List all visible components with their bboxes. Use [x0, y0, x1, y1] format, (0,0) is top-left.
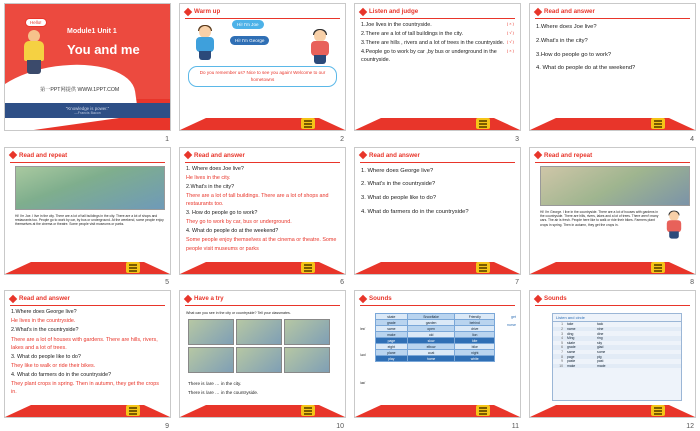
slide-footer [5, 262, 170, 274]
word-a[interactable]: make [567, 363, 576, 368]
diamond-icon [534, 294, 542, 302]
photo-collage [188, 319, 330, 373]
city-photo [15, 166, 165, 210]
ipa-label-2: /əʊ/ [360, 353, 367, 358]
slide-cell-3[interactable] [350, 0, 525, 144]
diamond-icon [184, 7, 192, 15]
slide2-header [180, 4, 345, 17]
photo-thumb [284, 347, 330, 373]
answer-1: He lives in the city. [186, 174, 231, 181]
slide4-heading: Read and answer [544, 8, 595, 15]
question-2: 2.What's in the countryside? [11, 327, 79, 334]
word-b[interactable]: tack [597, 322, 604, 327]
quote-text: "Knowledge is power." [65, 106, 110, 111]
listen-mark-4: ( × ) [506, 48, 514, 54]
answer-4: Some people enjoy themselves at the cinema or theatre. Some people visit museums or parks [186, 237, 337, 252]
cell: garden [407, 320, 455, 326]
cell: coat [407, 350, 455, 356]
slide12-heading: Sounds [544, 295, 567, 303]
slide3-heading: Listen and judge [369, 8, 419, 15]
slide-cell-2[interactable] [175, 0, 350, 144]
slide6-heading: Read and answer [194, 151, 245, 159]
ipa-label-1: /eɪ/ [360, 327, 366, 332]
quote-bar [5, 103, 170, 118]
listen-item-3: 3.There are hills , rivers and a lot of trees in the countryside. [361, 40, 505, 47]
word-a[interactable]: page [567, 354, 575, 359]
sounds-table [375, 313, 495, 362]
divider [10, 162, 165, 163]
slide-11-sounds[interactable] [354, 290, 521, 418]
cell: behind [455, 320, 495, 326]
word-b[interactable]: glad [597, 345, 604, 350]
answer-3: They go to work by car, bus or underground. [186, 219, 292, 226]
slide-2-warmup[interactable] [179, 3, 346, 131]
word-a[interactable]: grade [567, 345, 576, 350]
slide-7-read-answer[interactable] [354, 147, 521, 275]
page-number: 10 [336, 422, 344, 430]
slide-footer [530, 118, 695, 130]
answer-3: They like to walk or ride their bikes. [11, 362, 96, 369]
row-index: 7 [561, 350, 563, 355]
row-index: 1 [561, 322, 563, 327]
slide-footer [180, 118, 345, 130]
page-number: 1 [165, 135, 169, 143]
word-b[interactable]: pig [597, 354, 602, 359]
slide11-header [355, 291, 520, 304]
slide11-heading: Sounds [369, 295, 392, 303]
word-a[interactable]: Ming [567, 336, 575, 341]
page-number: 5 [165, 279, 169, 287]
slide9-qa [5, 306, 170, 399]
george-character [665, 211, 683, 238]
cell: Friendly [455, 314, 495, 320]
listen-item-2: 2.There are a lot of tall buildings in the city. [361, 31, 464, 38]
slide4-questions [530, 19, 695, 78]
slide-cell-1[interactable] [0, 0, 175, 144]
logo-badge [301, 118, 315, 129]
slide-cell-4[interactable] [525, 0, 700, 144]
word-a[interactable]: skate [567, 340, 576, 345]
word-b[interactable]: nine [597, 327, 604, 332]
slide-cell-8[interactable] [525, 144, 700, 288]
word-b[interactable]: dine [597, 331, 604, 336]
diamond-icon [359, 151, 367, 159]
slide-footer [355, 405, 520, 417]
cell: Snowflake [407, 314, 455, 320]
word-a[interactable]: name [567, 327, 576, 332]
diamond-icon [534, 151, 542, 159]
slide-12-sounds[interactable] [529, 290, 696, 418]
slide-8-read-repeat[interactable] [529, 147, 696, 275]
slide8-header [530, 148, 695, 161]
answer-1: He lives in the countryside. [11, 318, 76, 325]
listen-item-4: 4.People go to work by car ,by bus or underground in the countryside. [361, 49, 497, 64]
question-4: 4. What do people do at the weekend? [536, 65, 636, 72]
cell: old [407, 332, 455, 338]
question-1: 1.Where does George live? [11, 309, 77, 316]
list-item [553, 364, 681, 369]
photo-thumb [284, 319, 330, 345]
listen-mark-3: ( √ ) [506, 39, 514, 45]
slide5-header [5, 148, 170, 161]
slide2-heading: Warm up [194, 8, 221, 15]
row-index: 2 [561, 327, 563, 332]
row-index: 5 [561, 340, 563, 345]
cell: plane [376, 350, 408, 356]
slide-footer [180, 262, 345, 274]
logo-badge [651, 262, 665, 273]
sentence-frame-1: There is /are … in the city. [188, 381, 242, 387]
slide-footer [355, 118, 520, 130]
word-a[interactable]: paste [567, 359, 576, 364]
cell: drive [455, 326, 495, 332]
word-b[interactable]: sky [597, 340, 603, 345]
logo-badge [476, 118, 490, 129]
slide9-heading: Read and answer [19, 295, 70, 303]
listen-mark-2: ( √ ) [506, 30, 514, 36]
question-4: 4. What do farmers do in the countryside? [361, 208, 469, 215]
diamond-icon [359, 294, 367, 302]
page-number: 8 [690, 279, 694, 287]
diamond-icon [9, 294, 17, 302]
listen-mark-1: ( × ) [506, 21, 514, 26]
divider [185, 18, 340, 19]
diamond-icon [359, 7, 367, 15]
logo-badge [301, 262, 315, 273]
boy-character-right [309, 30, 331, 64]
photo-thumb [236, 347, 282, 373]
page-number: 12 [686, 422, 694, 430]
logo-badge [301, 405, 315, 416]
slide12-header [530, 291, 695, 304]
character-figure [21, 30, 47, 76]
word-a[interactable]: take [567, 322, 574, 327]
divider [360, 305, 515, 306]
row-index: 6 [561, 345, 563, 350]
cell: slow [407, 338, 455, 344]
divider [535, 305, 690, 306]
page-number: 9 [165, 422, 169, 430]
question-3: 3. What do people like to do? [361, 195, 437, 202]
slide-footer [530, 405, 695, 417]
slide-cell-6[interactable] [175, 144, 350, 288]
logo-badge [651, 118, 665, 129]
page-number: 2 [340, 135, 344, 143]
cell: elbow [407, 344, 455, 350]
word-b[interactable]: ring [597, 336, 603, 341]
cell: bike [455, 344, 495, 350]
page-number: 11 [511, 422, 519, 430]
question-4: 4. What do people do at the weekend? [186, 228, 279, 235]
deck-title: You and me [67, 42, 140, 57]
diamond-icon [9, 151, 17, 159]
diamond-icon [184, 294, 192, 302]
word-a[interactable]: ding [567, 331, 574, 336]
slide-10-have-a-try[interactable] [179, 290, 346, 418]
photo-thumb [188, 347, 234, 373]
side-label-2: nurse [507, 323, 516, 328]
slide7-heading: Read and answer [369, 151, 420, 159]
cell: eight [376, 344, 408, 350]
row-index: 8 [561, 354, 563, 359]
city-passage: Hi! I'm Joe. I live in the city. There are a lot of tall buildings in the city. There are a lot of shops and restaurants too. People go to work by car, by bus or underground. At the weekend, some people enjoy themselves at the cinema or theatre. Some people visit museums or parks. [15, 213, 164, 227]
listen-item-1: 1.Joe lives in the countryside. [361, 22, 432, 28]
slide-3-listen-judge[interactable] [354, 3, 521, 131]
photo-thumb [188, 319, 234, 345]
listen-circle-box [552, 313, 682, 401]
answer-2: There are a lot of tall buildings. There are a lot of shops and restaurants too. [186, 192, 329, 208]
word-b[interactable]: made [597, 363, 606, 368]
word-b[interactable]: some [597, 350, 606, 355]
big-speech-bubble: Do you remember us? Nice to see you again! Welcome to our hometowns [188, 66, 337, 87]
module-label: Module1 Unit 1 [67, 28, 117, 35]
row-index: 3 [561, 331, 563, 336]
word-b[interactable]: past [597, 359, 604, 364]
row-index: 9 [561, 359, 563, 364]
divider [535, 162, 690, 163]
cell: night [455, 350, 495, 356]
hello-bubble: Hello! [25, 18, 47, 27]
page-number: 3 [515, 135, 519, 143]
slide-9-read-answer[interactable] [4, 290, 171, 418]
slide9-header [5, 291, 170, 304]
cell: home [407, 356, 455, 362]
cell: open [407, 326, 455, 332]
countryside-passage: Hi! I'm George. I live in the countryside. There are a lot of houses with gardens in the countryside. There are hills, rivers, lakes and a lot of trees. There aren't many cars. The air is fresh. People here like to walk or ride their bikes. Farmers plant crops in spring. Then in autumn, they get the crops in. [540, 209, 659, 227]
logo-badge [476, 262, 490, 273]
question-2: 2. What's in the countryside? [361, 181, 436, 188]
slide-footer [180, 405, 345, 417]
page-number: 4 [690, 135, 694, 143]
page-number: 7 [515, 279, 519, 287]
slide3-items [355, 19, 520, 68]
divider [185, 305, 340, 306]
row-index: 4 [561, 336, 563, 341]
question-1: 1. Where does George live? [361, 167, 434, 174]
answer-4: They plant crops in spring. Then in autumn, they get the crops in. [11, 381, 159, 396]
logo-badge [126, 405, 140, 416]
cell: play [376, 356, 408, 362]
logo-badge [126, 262, 140, 273]
slide-footer [5, 405, 170, 417]
photo-thumb [236, 319, 282, 345]
slide-cell-5[interactable] [0, 144, 175, 288]
cell: page [376, 338, 408, 344]
slide10-header [180, 291, 345, 304]
quote-author: —Francis Bacon [74, 111, 101, 115]
question-3: 3. How do people go to work? [186, 210, 258, 217]
slide-footer [530, 262, 695, 274]
question-3: 3.How do people go to work? [536, 51, 612, 58]
speech-bubble-1: Hi! I'm Joe [232, 20, 264, 29]
slide-4-read-answer[interactable] [529, 3, 696, 131]
cell: make [376, 332, 408, 338]
ipa-label-3: /aɪ/ [360, 381, 366, 386]
speech-bubble-2: Hi! I'm George [230, 36, 269, 45]
slide3-header [355, 4, 520, 17]
slide-cell-7[interactable] [350, 144, 525, 288]
cell: lion [455, 332, 495, 338]
slide-5-read-repeat[interactable] [4, 147, 171, 275]
logo-badge [476, 405, 490, 416]
question-2: 2.What's in the city? [536, 37, 588, 44]
slide4-header [530, 4, 695, 17]
slide7-questions [355, 163, 520, 222]
slide8-heading: Read and repeat [544, 151, 593, 159]
cell: same [376, 326, 408, 332]
sentence-frame-2: There is /are … in the countryside. [188, 390, 259, 396]
boy-character-left [194, 26, 216, 60]
slide-cell-11[interactable] [350, 287, 525, 431]
slide-6-read-answer[interactable] [179, 147, 346, 275]
answer-2: There are a lot of houses with gardens. There are hills, rivers, lakes and a lot of trees. [11, 336, 158, 351]
side-label-1: get [511, 315, 516, 320]
question-1: 1.Where does Joe live? [536, 24, 597, 30]
diamond-icon [534, 7, 542, 15]
page-number: 6 [340, 279, 344, 287]
cell: white [455, 356, 495, 362]
slide6-header [180, 148, 345, 161]
table-row [376, 356, 495, 362]
slide-1-title[interactable] [4, 3, 171, 131]
cell: grade [376, 320, 408, 326]
logo-badge [651, 405, 665, 416]
slide7-header [355, 148, 520, 161]
countryside-photo [540, 166, 690, 206]
instruction-text: What can you see in the city or countryside? Tell your classmates. [186, 311, 291, 316]
question-2: 2.What's in the city? [186, 183, 235, 190]
cell: skate [376, 314, 408, 320]
slide-cell-9[interactable] [0, 287, 175, 431]
word-a[interactable]: same [567, 350, 576, 355]
row-index: 10 [559, 363, 563, 368]
slide-cell-10[interactable] [175, 287, 350, 431]
slide-cell-12[interactable] [525, 287, 700, 431]
slide5-heading: Read and repeat [19, 151, 68, 159]
cell: kite [455, 338, 495, 344]
diamond-icon [184, 151, 192, 159]
question-1: 1. Where does Joe live? [186, 165, 244, 172]
question-4: 4. What do farmers do in the countryside? [11, 371, 112, 378]
slide-footer [355, 262, 520, 274]
question-3: 3. What do people like to do? [11, 353, 81, 360]
list-title: Listen and circle [553, 314, 681, 322]
slide6-qa [180, 163, 345, 256]
slide10-heading: Have a try [194, 295, 224, 303]
site-credit: 第一PPT网提供 WWW.1PPT.COM [40, 87, 120, 93]
